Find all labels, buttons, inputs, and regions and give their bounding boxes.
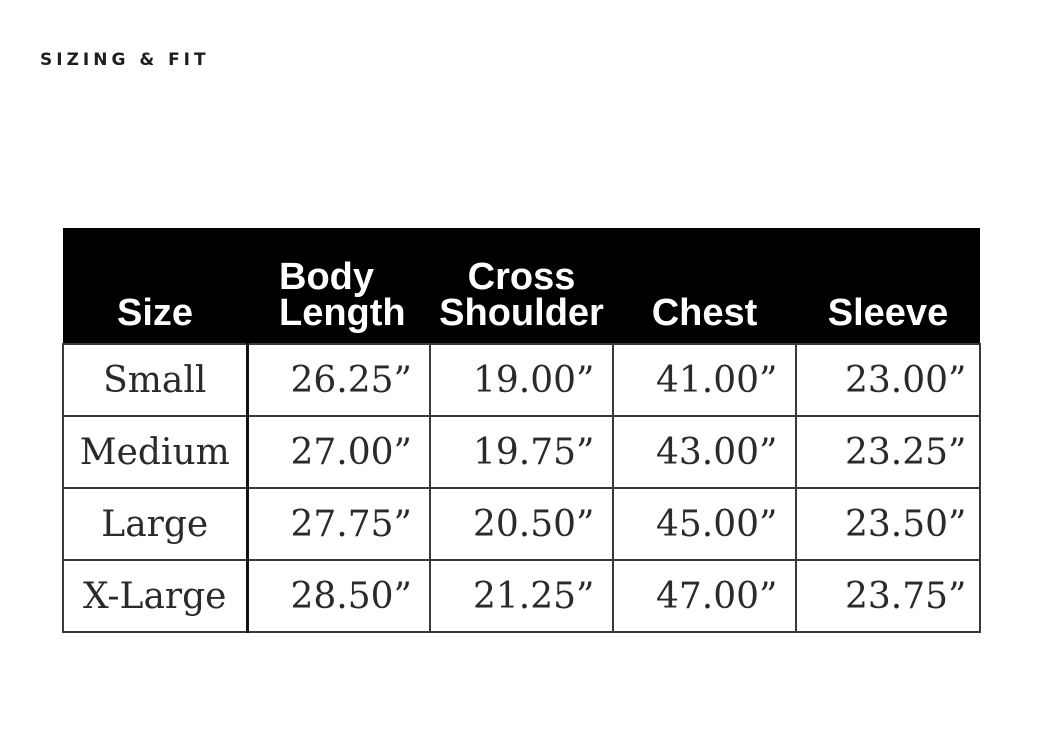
header-cross-shoulder-line2: Shoulder xyxy=(439,292,604,334)
table-header-row xyxy=(63,228,980,344)
body-length-cell: 27.75” xyxy=(247,488,430,560)
chest-cell: 45.00” xyxy=(613,488,796,560)
header-body-length-line1: Body xyxy=(279,256,374,298)
table-row xyxy=(63,344,980,416)
table-row xyxy=(63,560,980,632)
size-cell: X-Large xyxy=(63,560,247,632)
header-sleeve-label: Sleeve xyxy=(827,292,949,334)
sleeve-cell: 23.00” xyxy=(796,344,980,416)
header-sleeve xyxy=(796,228,980,344)
header-body-length xyxy=(247,228,430,344)
header-size-label: Size xyxy=(116,292,194,334)
cross-shoulder-cell: 20.50” xyxy=(430,488,613,560)
body-length-cell: 27.00” xyxy=(247,416,430,488)
chest-cell: 43.00” xyxy=(613,416,796,488)
chest-cell: 47.00” xyxy=(613,560,796,632)
table-row xyxy=(63,416,980,488)
body-length-cell: 28.50” xyxy=(247,560,430,632)
header-cross-shoulder-line1: Cross xyxy=(467,256,576,298)
cross-shoulder-cell: 19.00” xyxy=(430,344,613,416)
size-cell: Medium xyxy=(63,416,247,488)
header-chest-label: Chest xyxy=(651,292,758,334)
size-cell: Small xyxy=(63,344,247,416)
header-body-length-line2: Length xyxy=(279,292,406,334)
table-row xyxy=(63,488,980,560)
size-cell: Large xyxy=(63,488,247,560)
chest-cell: 41.00” xyxy=(613,344,796,416)
cross-shoulder-cell: 21.25” xyxy=(430,560,613,632)
sleeve-cell: 23.25” xyxy=(796,416,980,488)
sleeve-cell: 23.50” xyxy=(796,488,980,560)
cross-shoulder-cell: 19.75” xyxy=(430,416,613,488)
header-cross-shoulder xyxy=(430,228,613,344)
sleeve-cell: 23.75” xyxy=(796,560,980,632)
body-length-cell: 26.25” xyxy=(247,344,430,416)
page-title: SIZING & FIT xyxy=(40,50,210,70)
header-chest xyxy=(613,228,796,344)
header-size xyxy=(63,228,247,344)
size-chart-table xyxy=(62,228,981,633)
